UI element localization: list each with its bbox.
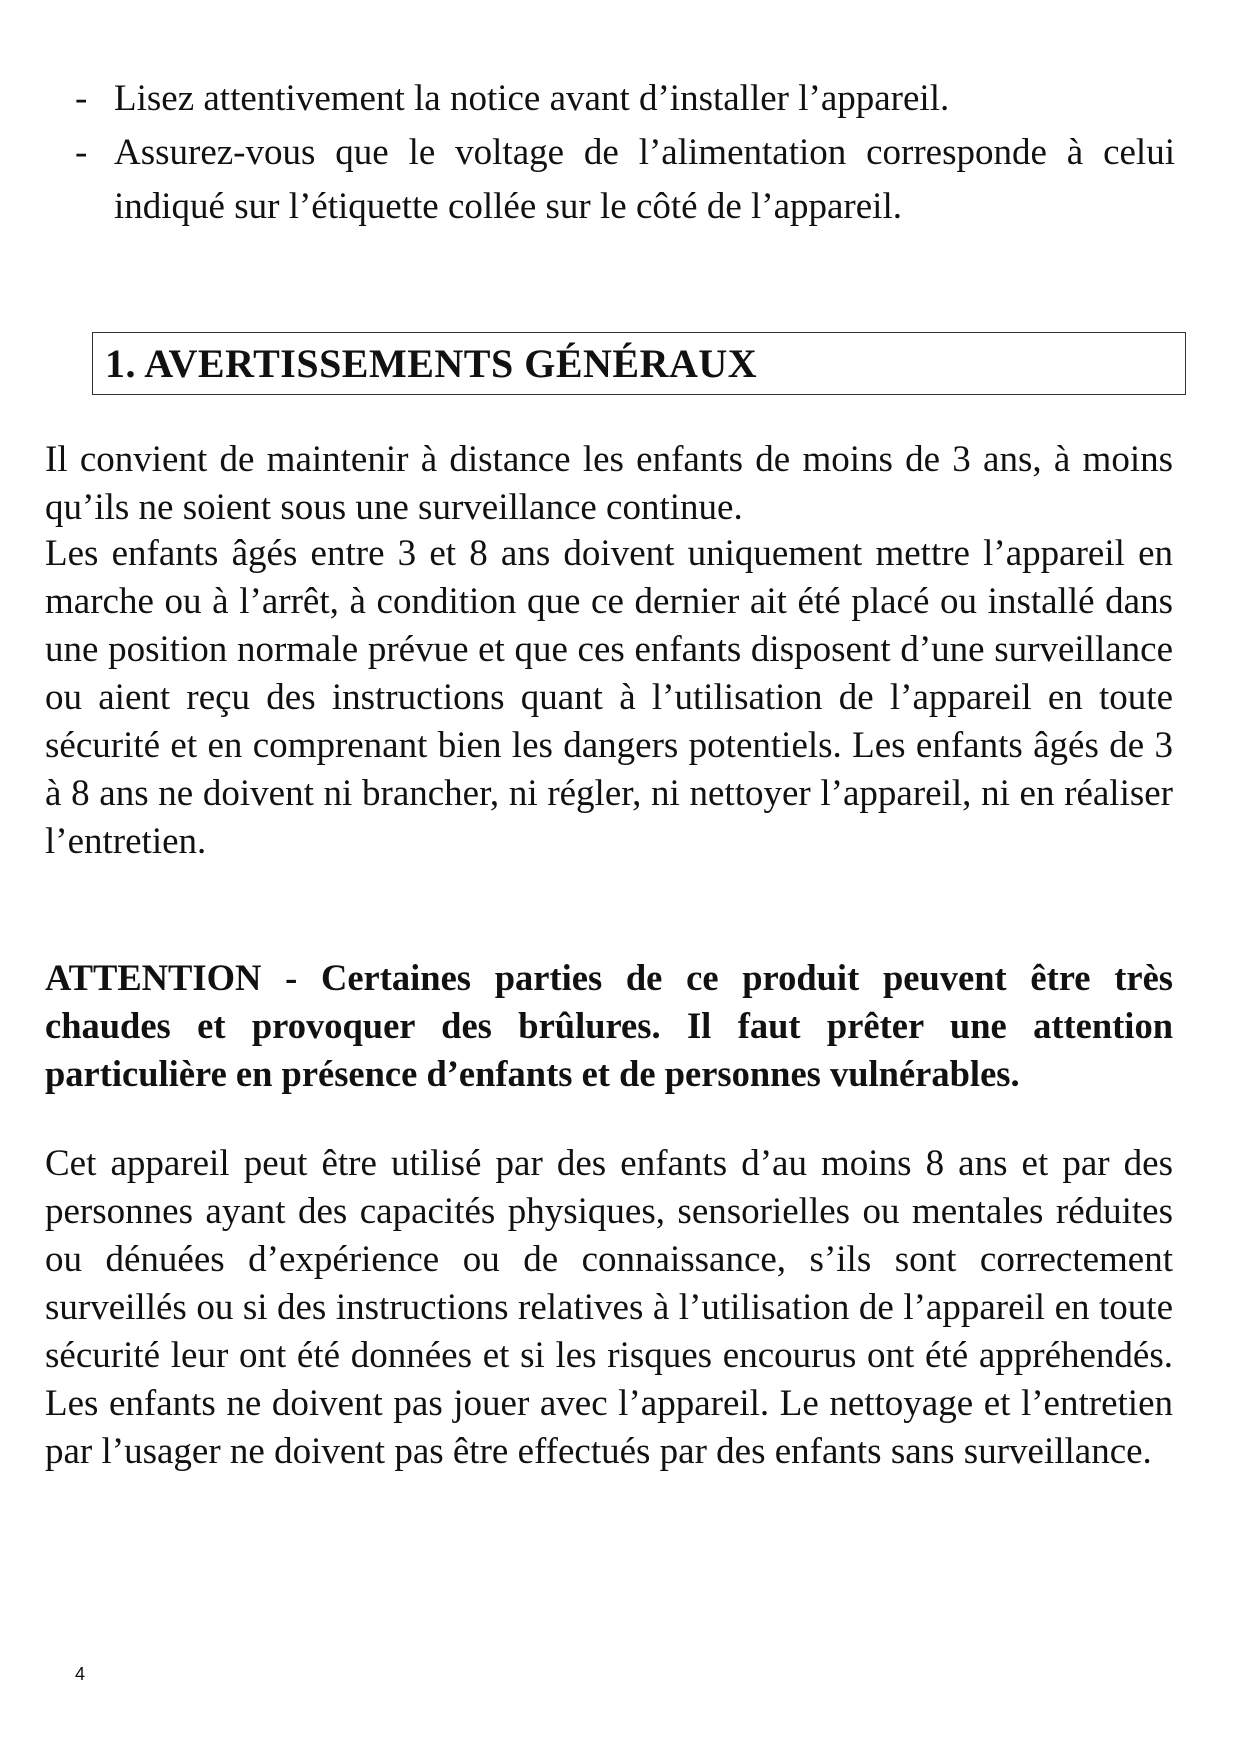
paragraph-usage: Cet appareil peut être utilisé par des enfants d’au moins 8 ans et par des personnes ayant des capacités physiques, sensorielles ou mentales réduites ou dénuées d’expérience ou de connaissance, s’ils sont correctement surveillés ou si des instructions relatives à l’utilisation de l’appareil en toute sécurité leur ont été données et si les risques encourus ont été appréhendés. Les enfants ne doivent pas jouer avec l’appareil. Le nettoyage et l’entretien par l’usager ne doivent pas être effectués par des enfants sans surveillance. xyxy=(45,1143,1173,1472)
page-number: 4 xyxy=(75,1664,86,1684)
section-title: 1. AVERTISSEMENTS GÉNÉRAUX xyxy=(105,340,758,386)
section-heading-box xyxy=(92,332,1186,395)
paragraph-supervision: Il convient de maintenir à distance les enfants de moins de 3 ans, à moins qu’ils ne soient sous une surveillance continue. xyxy=(45,439,1173,528)
instruction-item: - Lisez attentivement la notice avant d’installer l’appareil. xyxy=(75,72,1175,126)
paragraph-children-3-8: Les enfants âgés entre 3 et 8 ans doivent uniquement mettre l’appareil en marche ou à l’arrêt, à condition que ce dernier ait été placé ou installé dans une position normale prévue et que ces enfants disposent d’une surveillance ou aient reçu des instructions quant à l’utilisation de l’appareil en toute sécurité et en comprenant bien les dangers potentiels. Les enfants âgés de 3 à 8 ans ne doivent ni brancher, ni régler, ni nettoyer l’appareil, ni en réaliser l’entretien. xyxy=(45,533,1173,862)
instruction-list xyxy=(75,72,1175,234)
warning-text: ATTENTION - Certaines parties de ce produit peuvent être très chaudes et provoquer des brûlures. Il faut prêter une attention particulière en présence d’enfants et de personnes vulnérables. xyxy=(45,957,1173,1094)
instruction-item: - Assurez-vous que le voltage de l’alimentation corresponde à celui indiqué sur l’étiquette collée sur le côté de l’appareil. xyxy=(75,126,1175,234)
